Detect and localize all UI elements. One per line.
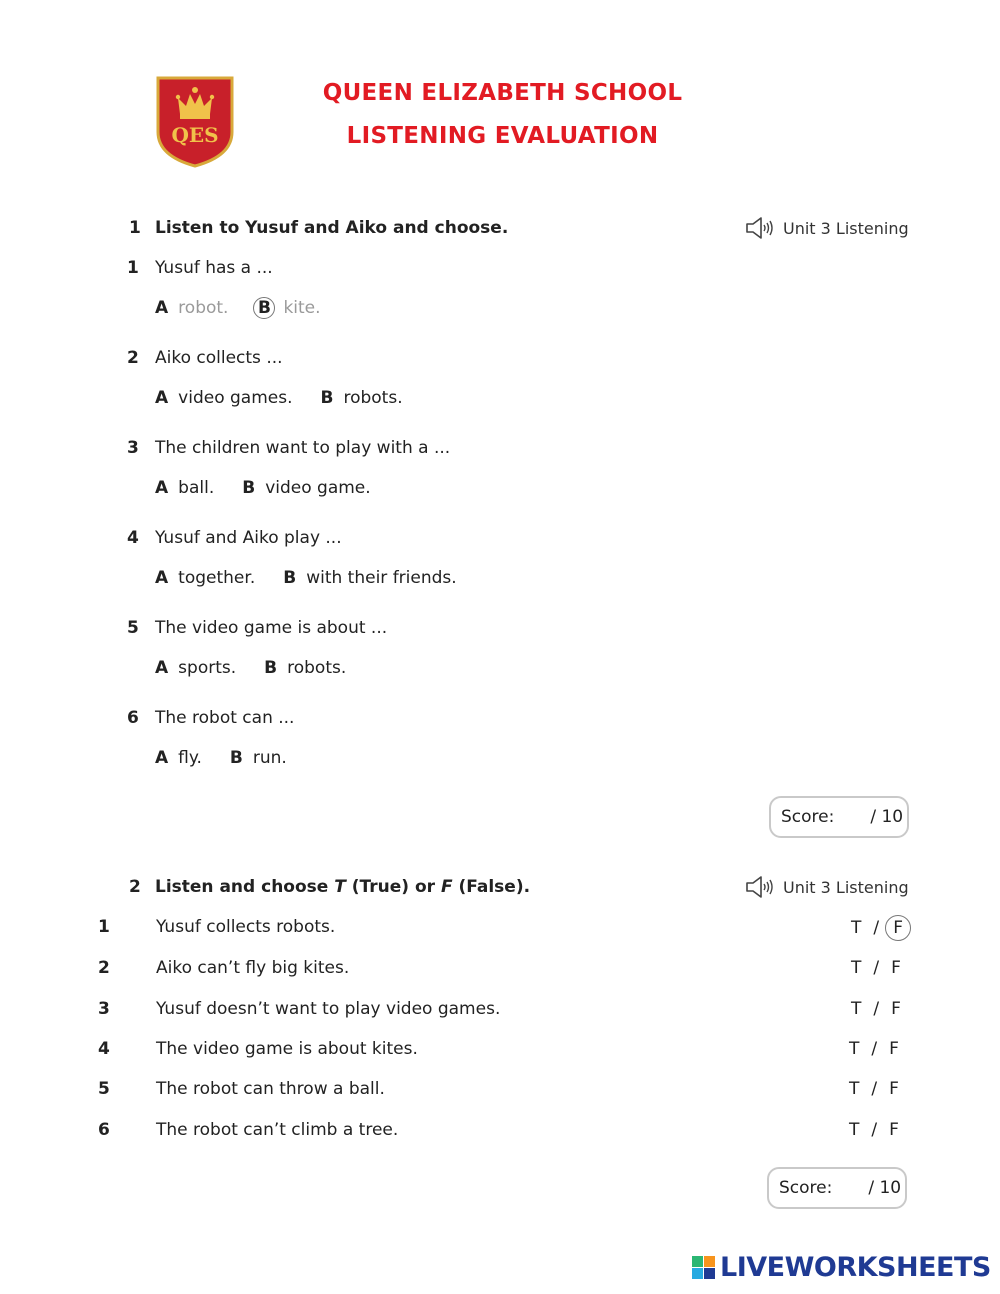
- option-b-text[interactable]: robots.: [343, 388, 403, 408]
- option-b-letter[interactable]: B: [264, 658, 278, 678]
- section1-audio-label: Unit 3 Listening: [783, 218, 909, 238]
- true-option[interactable]: T: [851, 999, 862, 1019]
- section1-score-box: [769, 796, 909, 838]
- section2-title: [155, 877, 530, 897]
- option-a-text[interactable]: together.: [178, 568, 256, 588]
- false-option[interactable]: F: [891, 958, 901, 978]
- question-number: 4: [127, 528, 139, 548]
- false-option[interactable]: F: [889, 1120, 899, 1140]
- statement-number: 4: [98, 1039, 110, 1059]
- option-b-letter[interactable]: B: [229, 748, 243, 768]
- false-option[interactable]: F: [891, 999, 901, 1019]
- true-option[interactable]: T: [849, 1079, 860, 1099]
- option-a-letter[interactable]: A: [155, 568, 169, 588]
- true-option[interactable]: T: [849, 1039, 860, 1059]
- question-options: [155, 658, 374, 678]
- section2-number: 2: [129, 877, 141, 897]
- question-text: The children want to play with a ...: [155, 438, 451, 458]
- statement-number: 3: [98, 999, 110, 1019]
- question-options: [155, 748, 315, 768]
- false-option[interactable]: F: [889, 1039, 899, 1059]
- tf-separator: /: [871, 1039, 878, 1059]
- question-text: Aiko collects ...: [155, 348, 283, 368]
- question-options: [155, 478, 399, 498]
- question-options: [155, 297, 349, 319]
- option-a-letter[interactable]: A: [155, 748, 169, 768]
- question-text: Yusuf has a ...: [155, 258, 273, 278]
- true-false-choice: [851, 958, 901, 978]
- option-b-text[interactable]: robots.: [287, 658, 347, 678]
- section2-title-f: F: [440, 877, 453, 897]
- false-option[interactable]: F: [889, 1079, 899, 1099]
- question-text: The video game is about ...: [155, 618, 388, 638]
- option-b-letter[interactable]: B: [283, 568, 297, 588]
- option-a-text[interactable]: video games.: [178, 388, 293, 408]
- option-b-letter[interactable]: B: [242, 478, 256, 498]
- option-a-letter[interactable]: A: [155, 658, 169, 678]
- false-option-selected[interactable]: F: [885, 915, 911, 941]
- true-false-choice: [849, 1120, 899, 1140]
- brand-name: LIVEWORKSHEETS: [720, 1252, 991, 1283]
- score-label: Score:: [779, 1178, 833, 1198]
- section2-title-t: T: [334, 877, 346, 897]
- statement-number: 5: [98, 1079, 110, 1099]
- school-name: QUEEN ELIZABETH SCHOOL: [322, 80, 683, 106]
- section2-title-post: (False).: [452, 877, 531, 897]
- question-number: 2: [127, 348, 139, 368]
- option-a-text[interactable]: sports.: [178, 658, 237, 678]
- statement-text: The robot can’t climb a tree.: [156, 1120, 399, 1140]
- evaluation-title: LISTENING EVALUATION: [346, 123, 659, 149]
- section2-audio-label: Unit 3 Listening: [783, 877, 909, 897]
- tf-separator: /: [871, 1079, 878, 1099]
- true-false-choice: [849, 1039, 899, 1059]
- statement-text: The video game is about kites.: [156, 1039, 418, 1059]
- option-b-letter[interactable]: B: [320, 388, 334, 408]
- true-option[interactable]: T: [851, 958, 862, 978]
- option-a-text[interactable]: ball.: [178, 478, 215, 498]
- question-text: The robot can ...: [155, 708, 295, 728]
- option-b-text[interactable]: video game.: [265, 478, 371, 498]
- question-text: Yusuf and Aiko play ...: [155, 528, 342, 548]
- option-b-selected[interactable]: B: [253, 297, 275, 319]
- option-a-letter[interactable]: A: [155, 298, 169, 318]
- question-number: 3: [127, 438, 139, 458]
- liveworksheets-logo[interactable]: [692, 1252, 991, 1283]
- section2-title-mid: (True) or: [345, 877, 441, 897]
- question-number: 6: [127, 708, 139, 728]
- true-option[interactable]: T: [851, 918, 862, 938]
- option-b-text[interactable]: kite.: [283, 298, 321, 318]
- true-false-choice: [851, 999, 901, 1019]
- question-options: [155, 568, 485, 588]
- section1-title: Listen to Yusuf and Aiko and choose.: [155, 218, 509, 238]
- true-option[interactable]: T: [849, 1120, 860, 1140]
- school-crest-logo: [156, 76, 234, 168]
- question-options: [155, 388, 431, 408]
- option-a-text[interactable]: fly.: [178, 748, 202, 768]
- score-total: / 10: [870, 807, 904, 827]
- section2-title-pre: Listen and choose: [155, 877, 335, 897]
- statement-number: 2: [98, 958, 110, 978]
- section2-score-box: [767, 1167, 907, 1209]
- statement-number: 1: [98, 917, 110, 937]
- tf-separator: /: [871, 1120, 878, 1140]
- statement-number: 6: [98, 1120, 110, 1140]
- tf-separator: /: [873, 958, 880, 978]
- brand-mark-icon: [692, 1256, 715, 1279]
- crest-text: QES: [171, 123, 219, 147]
- question-number: 1: [127, 258, 139, 278]
- score-label: Score:: [781, 807, 835, 827]
- section1-audio-player[interactable]: [745, 216, 909, 240]
- option-b-text[interactable]: with their friends.: [306, 568, 457, 588]
- statement-text: Yusuf doesn’t want to play video games.: [156, 999, 501, 1019]
- true-false-choice: [849, 1079, 899, 1099]
- statement-text: Aiko can’t fly big kites.: [156, 958, 350, 978]
- statement-text: The robot can throw a ball.: [156, 1079, 385, 1099]
- tf-separator: /: [873, 918, 880, 938]
- true-false-choice: [851, 915, 911, 941]
- section1-number: 1: [129, 218, 141, 238]
- statement-text: Yusuf collects robots.: [156, 917, 336, 937]
- speaker-icon[interactable]: [745, 216, 775, 240]
- option-a-letter[interactable]: A: [155, 478, 169, 498]
- section2-audio-player[interactable]: [745, 875, 909, 899]
- option-a-text[interactable]: robot.: [178, 298, 229, 318]
- option-a-letter[interactable]: A: [155, 388, 169, 408]
- speaker-icon[interactable]: [745, 875, 775, 899]
- tf-separator: /: [873, 999, 880, 1019]
- question-number: 5: [127, 618, 139, 638]
- score-total: / 10: [868, 1178, 902, 1198]
- option-b-text[interactable]: run.: [252, 748, 287, 768]
